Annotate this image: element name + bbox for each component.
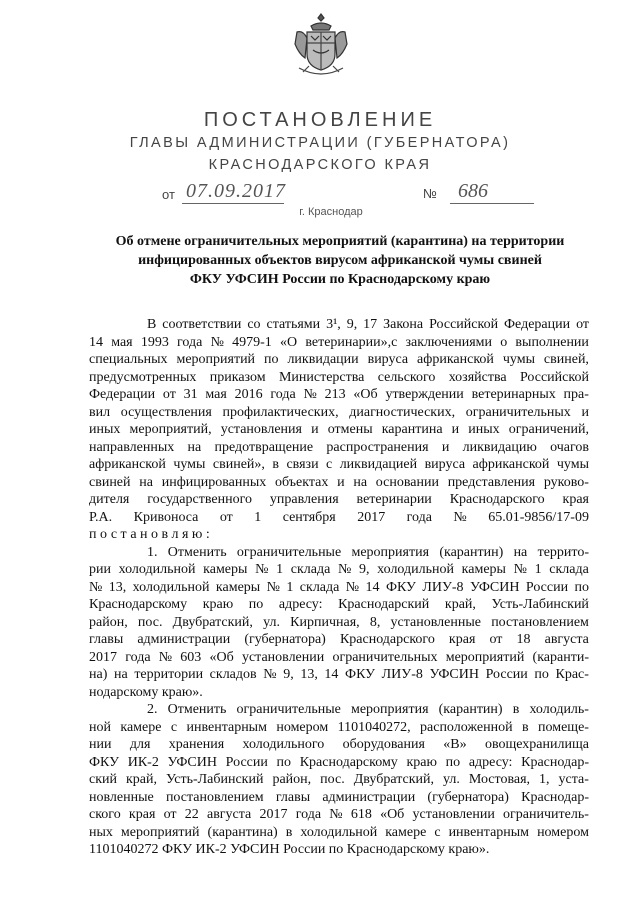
document-type-title: ПОСТАНОВЛЕНИЕ: [203, 109, 437, 131]
subject-line: ФКУ УФСИН России по Краснодарскому краю: [189, 272, 491, 287]
document-body: [89, 316, 589, 859]
body-line: В соответствии со статьями 3¹, 9, 17 Закона Российской Федерации от: [147, 317, 589, 332]
body-line: направленных на предотвращение распространения и ликвидацию очагов: [89, 439, 589, 455]
body-line: 2017 года № 603 «Об установлении ограничительных мероприятий (каранти-: [89, 649, 589, 665]
body-line: дителя государственного управления ветеринарии Краснодарского края: [89, 492, 589, 507]
body-line: ский край, Усть-Лабинский район, пос. Двубратский, ул. Мостовая, 1, уста-: [89, 772, 589, 787]
body-line: нодарскому краю».: [89, 684, 203, 700]
handwritten-date: 07.09.2017: [182, 180, 284, 204]
issuer-line-2: КРАСНОДАРСКОГО КРАЯ: [208, 157, 432, 173]
body-line: постановляю:: [89, 527, 214, 542]
body-line: ФКУ ИК-2 УФСИН России по Краснодарскому краю по адресу: Краснодар-: [89, 754, 589, 770]
body-line: свиней на инфицированных объектах и на основании представления руково-: [89, 474, 589, 490]
body-line: предусмотренных приказом Министерства сельского хозяйства Российской: [89, 369, 589, 385]
subject-line: Об отмене ограничительных мероприятий (карантина) на территории: [115, 234, 565, 249]
body-line: 2. Отменить ограничительные мероприятия (карантин) в холодиль-: [147, 702, 589, 717]
body-line: № 13, холодильной камеры № 1 склада № 14 ФКУ ЛИУ-8 УФСИН России по: [89, 579, 589, 595]
coat-of-arms-icon: [289, 10, 353, 82]
issuer-line-1: ГЛАВЫ АДМИНИСТРАЦИИ (ГУБЕРНАТОРА): [129, 135, 511, 151]
body-line: район, пос. Двубратский, ул. Кирпичная, 8, установленные постановлением: [89, 614, 589, 630]
body-line: Федерации от 31 мая 2016 года № 213 «Об утверждении ветеринарных пра-: [89, 387, 589, 402]
body-line: ных мероприятий (карантина) в холодильной камере с инвентарным номером: [89, 824, 589, 840]
body-line: иных мероприятий, установления и отмены карантина и иных ограничений,: [89, 422, 589, 437]
body-line: рии холодильной камеры № 1 склада № 9, холодильной камеры № 1 склада: [89, 562, 589, 577]
body-line: вил осуществления профилактических, диагностических, ограничительных и: [89, 404, 589, 420]
body-line: на) на территории складов № 9, 13, 14 ФКУ ЛИУ-8 УФСИН России по Крас-: [89, 667, 589, 682]
body-line: ной камере с инвентарным номером 1101040272, расположенной в помеще-: [89, 719, 589, 735]
body-line: 14 мая 1993 года № 4979-1 «О ветеринарии»,с заключениями о выполнении: [89, 334, 589, 350]
body-line: 1. Отменить ограничительные мероприятия (карантин) на террито-: [147, 544, 589, 560]
date-number-row: [0, 182, 640, 208]
subject-line: инфицированных объектов вирусом африканской чумы свиней: [138, 253, 542, 268]
body-line: новленные постановлением главы администрации (губернатора) Краснодар-: [89, 789, 589, 805]
body-line: главы администрации (губернатора) Краснодарского края от 18 августа: [89, 632, 589, 647]
date-prefix: от: [162, 187, 175, 202]
handwritten-number: 686: [450, 180, 534, 204]
document-subject: [90, 232, 590, 289]
body-line: ского края от 22 августа 2017 года № 618 «Об установлении ограничитель-: [89, 807, 589, 822]
body-line: Краснодарскому краю по адресу: Краснодарский край, Усть-Лабинский: [89, 597, 589, 612]
body-line: специальных мероприятий по ликвидации вируса африканской чумы свиней,: [89, 352, 589, 367]
number-prefix: №: [423, 186, 437, 201]
body-line: Р.А. Кривоноса от 1 сентября 2017 года № 65.01-9856/17-09: [89, 509, 589, 525]
body-line: африканской чумы свиней», в связи с ликвидацией вируса африканской чумы: [89, 457, 589, 472]
city-label: г. Краснодар: [299, 206, 363, 218]
body-line: 1101040272 ФКУ ИК-2 УФСИН России по Краснодарскому краю».: [89, 842, 490, 857]
body-line: нии для хранения холодильного оборудования «В» овощехранилища: [89, 737, 589, 752]
